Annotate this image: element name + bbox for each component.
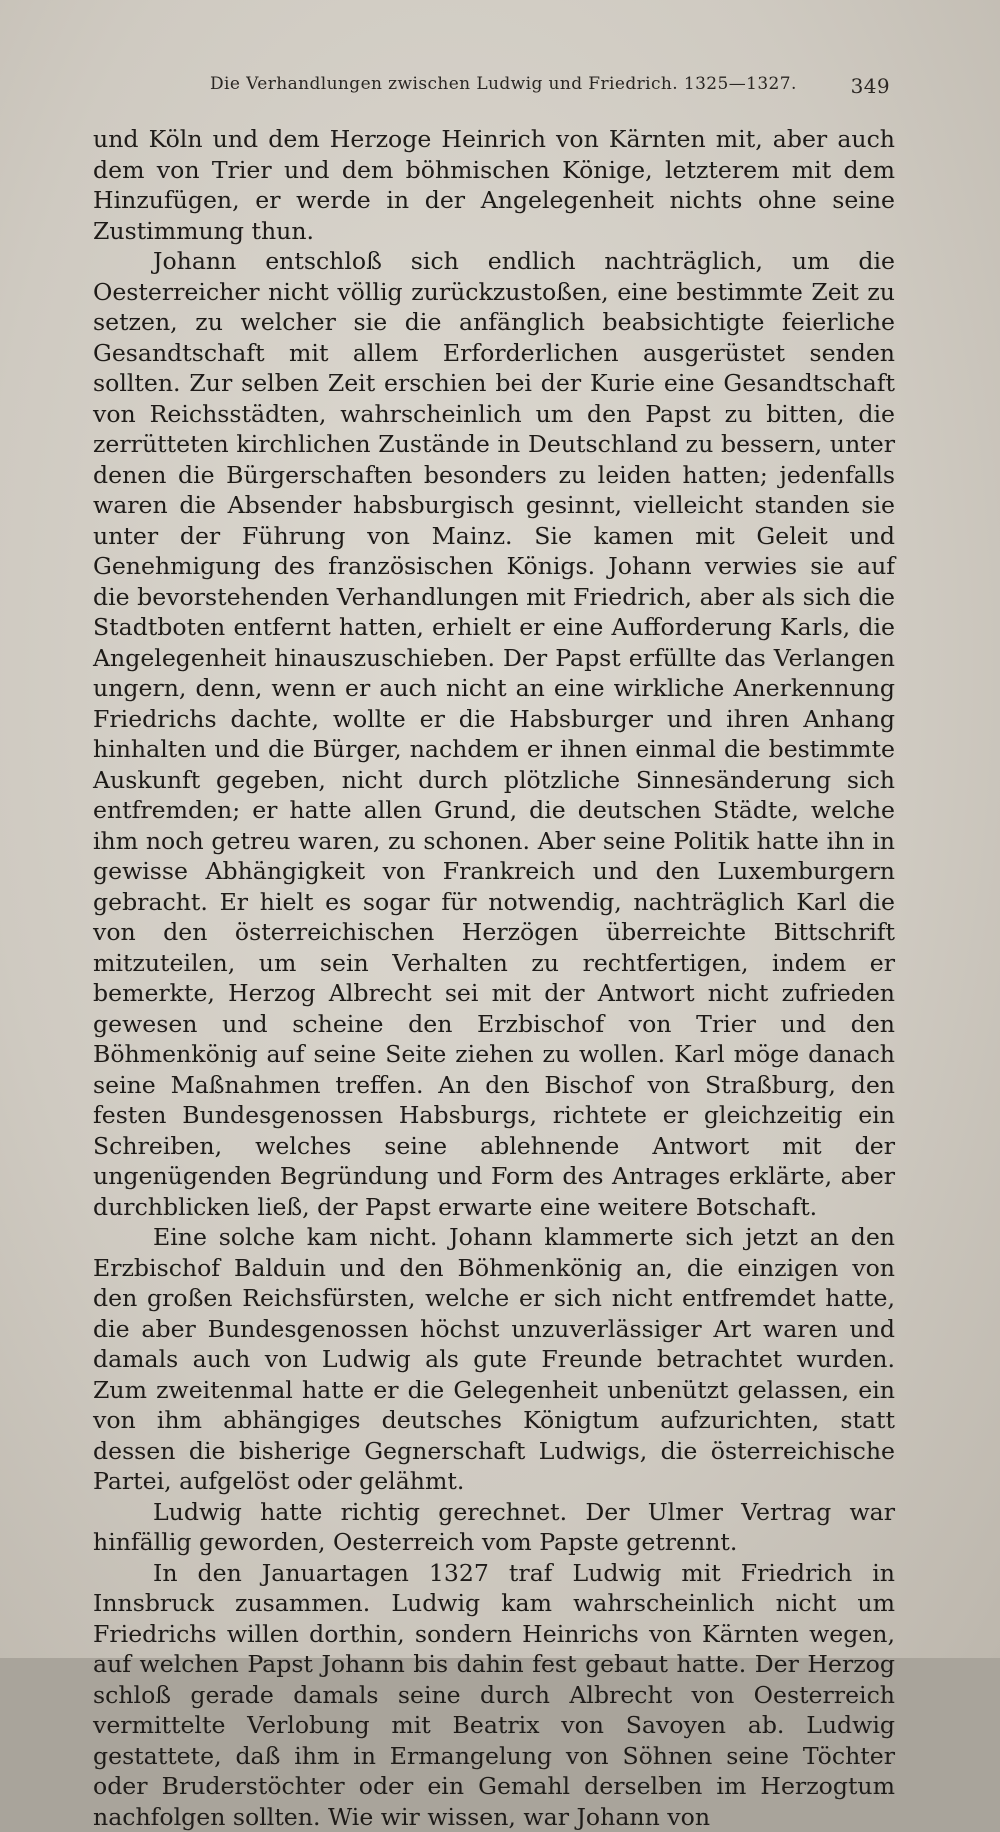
page-number: 349 — [851, 74, 890, 98]
paragraph: Eine solche kam nicht. Johann klammerte sich jetzt an den Erzbischof Balduin und den Böhmenkönig an, die einzigen von den großen Reichsfürsten, welche er sich nicht entfremdet hatte, die aber Bundesgenossen höchst unzuverlässiger Art waren und damals auch von Ludwig als gute Freunde betrachtet wurden. Zum zweitenmal hatte er die Gelegenheit unbenützt gelassen, ein von ihm abhängiges deutsches Königtum aufzurichten, statt dessen die bisherige Gegnerschaft Ludwigs, die österreichische Partei, aufgelöst oder gelähmt. — [93, 1222, 895, 1497]
paragraph-continuation: und Köln und dem Herzoge Heinrich von Kärnten mit, aber auch dem von Trier und dem böhmischen Könige, letzterem mit dem Hinzufügen, er werde in der Angelegenheit nichts ohne seine Zustimmung thun. — [93, 124, 895, 246]
paragraph: Ludwig hatte richtig gerechnet. Der Ulmer Vertrag war hinfällig geworden, Oesterreich vom Papste getrennt. — [93, 1497, 895, 1558]
paragraph: Johann entschloß sich endlich nachträglich, um die Oesterreicher nicht völlig zurückzustoßen, eine bestimmte Zeit zu setzen, zu welcher sie die anfänglich beabsichtigte feierliche Gesandtschaft mit allem Erforderlichen ausgerüstet senden sollten. Zur selben Zeit erschien bei der Kurie eine Gesandtschaft von Reichsstädten, wahrscheinlich um den Papst zu bitten, die zerrütteten kirchlichen Zustände in Deutschland zu bessern, unter denen die Bürgerschaften besonders zu leiden hatten; jedenfalls waren die Absender habsburgisch gesinnt, vielleicht standen sie unter der Führung von Mainz. Sie kamen mit Geleit und Genehmigung des französischen Königs. Johann verwies sie auf die bevorstehenden Verhandlungen mit Friedrich, aber als sich die Stadtboten entfernt hatten, erhielt er eine Aufforderung Karls, die Angelegenheit hinauszuschieben. Der Papst erfüllte das Verlangen ungern, denn, wenn er auch nicht an eine wirkliche Anerkennung Friedrichs dachte, wollte er die Habsburger und ihren Anhang hinhalten und die Bürger, nachdem er ihnen einmal die bestimmte Auskunft gegeben, nicht durch plötzliche Sinnesänderung sich entfremden; er hatte allen Grund, die deutschen Städte, welche ihm noch getreu waren, zu schonen. Aber seine Politik hatte ihn in gewisse Abhängigkeit von Frankreich und den Luxemburgern gebracht. Er hielt es sogar für notwendig, nachträglich Karl die von den österreichischen Herzögen überreichte Bittschrift mitzuteilen, um sein Verhalten zu rechtfertigen, indem er bemerkte, Herzog Albrecht sei mit der Antwort nicht zufrieden gewesen und scheine den Erzbischof von Trier und den Böhmenkönig auf seine Seite ziehen zu wollen. Karl möge danach seine Maßnahmen treffen. An den Bischof von Straßburg, den festen Bundesgenossen Habsburgs, richtete er gleichzeitig ein Schreiben, welches seine ablehnende Antwort mit der ungenügenden Begründung und Form des Antrages erklärte, aber durchblicken ließ, der Papst erwarte eine weitere Botschaft. — [93, 246, 895, 1222]
paragraph: In den Januartagen 1327 traf Ludwig mit Friedrich in Innsbruck zusammen. Ludwig kam wahrscheinlich nicht um Friedrichs willen dorthin, sondern Heinrichs von Kärnten wegen, auf welchen Papst Johann bis dahin fest gebaut hatte. Der Herzog schloß gerade damals seine durch Albrecht von Oesterreich vermittelte Verlobung mit Beatrix von Savoyen ab. Ludwig gestattete, daß ihm in Ermangelung von Söhnen seine Töchter oder Bruderstöchter oder ein Gemahl derselben im Herzogtum nachfolgen sollten. Wie wir wissen, war Johann von — [93, 1558, 895, 1832]
body-text — [93, 124, 895, 1832]
running-title: Die Verhandlungen zwischen Ludwig und Friedrich. 1325—1327. — [210, 74, 797, 94]
